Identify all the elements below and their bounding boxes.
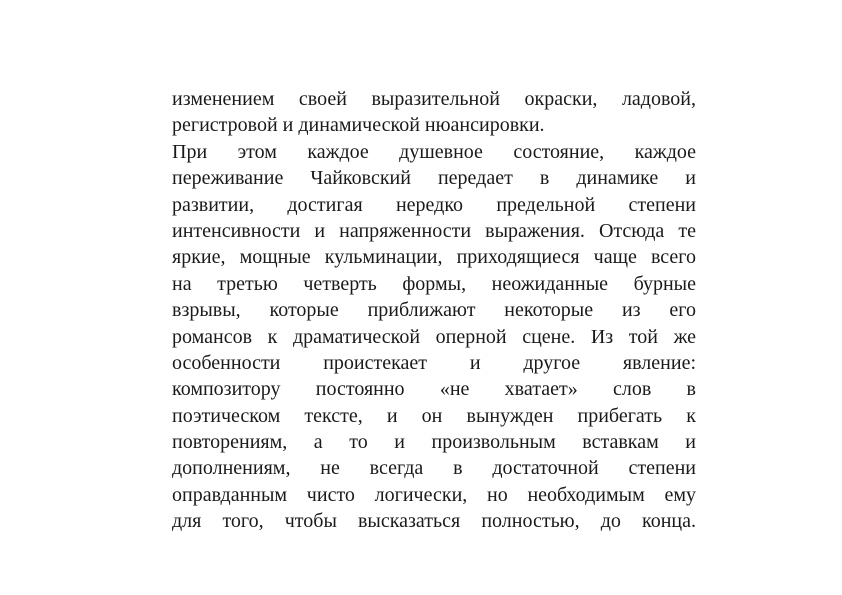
text-line: переживание Чайковский передает в динамике и bbox=[172, 167, 696, 190]
paragraph bbox=[172, 139, 696, 535]
text-line: взрывы, которые приближают некоторые из его bbox=[172, 299, 696, 322]
text-line: развитии, достигая нередко предельной степени bbox=[172, 193, 696, 216]
text-line: изменением своей выразительной окраски, ладовой, bbox=[172, 88, 696, 110]
text-line: композитору постоянно «не хватает» слов в bbox=[172, 378, 696, 401]
text-line: повторениям, а то и произвольным вставкам и bbox=[172, 431, 696, 454]
text-line: для того, чтобы высказаться полностью, до конца. bbox=[172, 510, 696, 533]
text-line: яркие, мощные кульминации, приходящиеся чаще всего bbox=[172, 246, 696, 269]
text-line: оправданным чисто логически, но необходимым ему bbox=[172, 483, 696, 506]
text-line: на третью четверть формы, неожиданные бурные bbox=[172, 272, 696, 295]
text-line: регистровой и динамической нюансировки. bbox=[172, 114, 545, 137]
text-line: интенсивности и напряженности выражения. Отсюда те bbox=[172, 219, 696, 242]
body-text bbox=[172, 86, 696, 535]
text-line: поэтическом тексте, и он вынужден прибегать к bbox=[172, 404, 696, 427]
text-line: дополнениям, не всегда в достаточной степени bbox=[172, 457, 696, 480]
paragraph bbox=[172, 86, 696, 139]
text-line: романсов к драматической оперной сцене. Из той же bbox=[172, 325, 696, 348]
text-line: При этом каждое душевное состояние, каждое bbox=[172, 140, 696, 163]
text-line: особенности проистекает и другое явление: bbox=[172, 351, 696, 374]
